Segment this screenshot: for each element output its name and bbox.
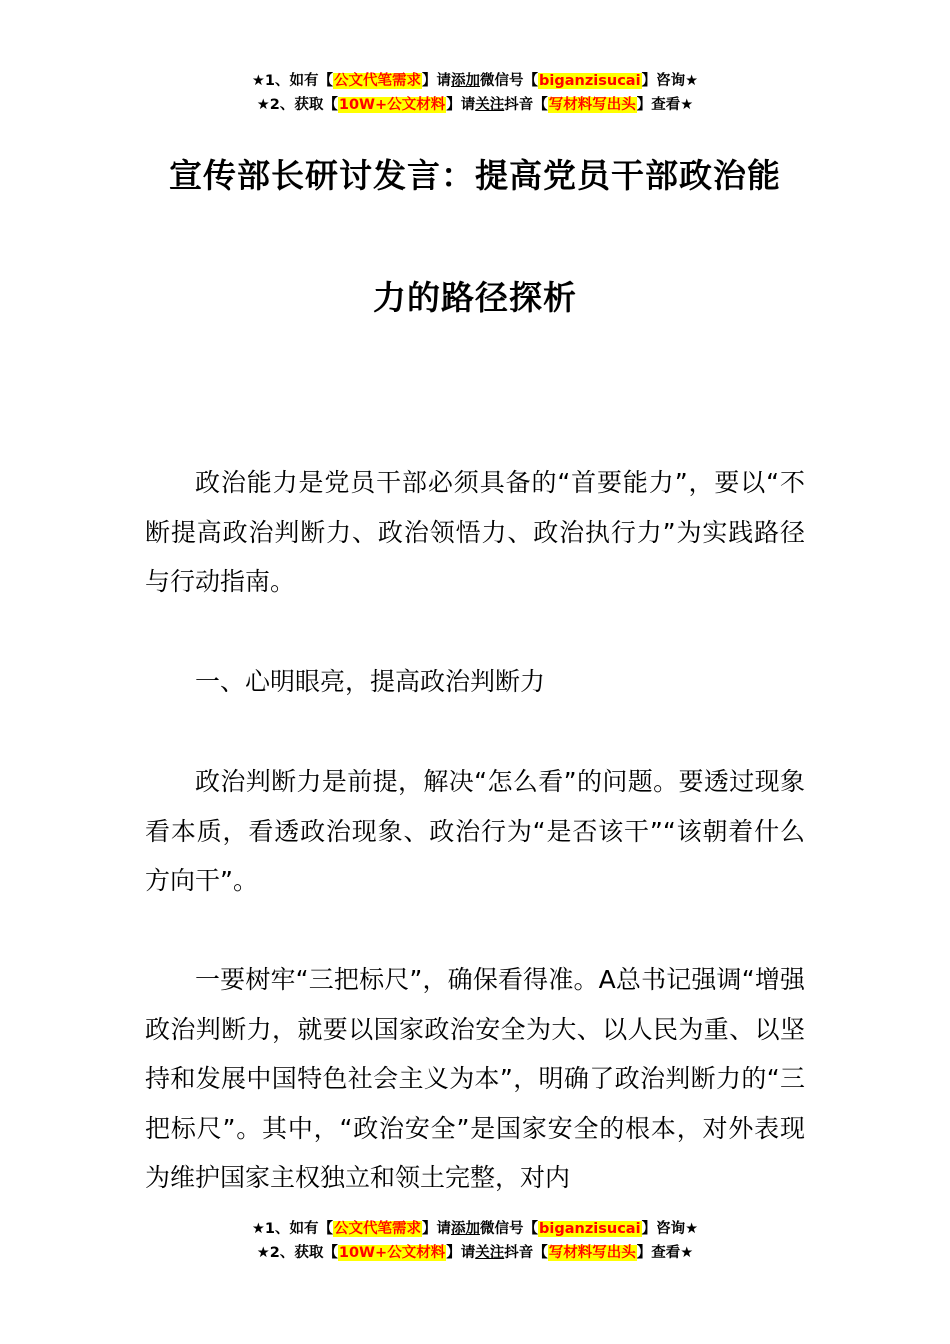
banner-highlight: biganzisucai xyxy=(539,1221,641,1237)
body-paragraph: 政治能力是党员干部必须具备的“首要能力”，要以“不断提高政治判断力、政治领悟力、政治执行力”为实践路径与行动指南。 xyxy=(145,468,805,596)
banner-highlight: 10W+公文材料 xyxy=(338,97,446,113)
body-paragraph: 一要树牢“三把标尺”，确保看得准。A总书记强调“增强政治判断力，就要以国家政治安全为大、以人民为重、以坚持和发展中国特色社会主义为本”，明确了政治判断力的“三把标尺”。其中，“政治安全”是国家安全的根本，对外表现为维护国家主权独立和领土完整，对内 xyxy=(145,965,805,1192)
banner-line-2 xyxy=(0,93,950,117)
banner-highlight: 写材料写出头 xyxy=(548,97,636,113)
banner-text: 】查看★ xyxy=(636,1245,694,1261)
banner-line-2 xyxy=(0,1241,950,1265)
banner-text: 】咨询★ xyxy=(641,1221,699,1237)
banner-emphasis: 关注 xyxy=(475,97,505,113)
banner-text: 抖音【 xyxy=(504,1245,548,1261)
banner-text: 】查看★ xyxy=(636,97,694,113)
banner-text: 】咨询★ xyxy=(641,73,699,89)
header-banner xyxy=(0,69,950,117)
banner-line-1 xyxy=(0,1217,950,1241)
document-title-line-2: 力的路径探析 xyxy=(373,278,577,317)
banner-text: 】请 xyxy=(422,73,452,89)
banner-text: 】请 xyxy=(446,1245,476,1261)
footer-banner xyxy=(0,1217,950,1265)
banner-text: 抖音【 xyxy=(504,97,548,113)
banner-text: ★2、获取【 xyxy=(256,97,338,113)
document-title-line-1: 宣传部长研讨发言：提高党员干部政治能 xyxy=(169,156,781,195)
banner-highlight: biganzisucai xyxy=(539,73,641,89)
banner-text: 】请 xyxy=(422,1221,452,1237)
banner-text: 微信号【 xyxy=(480,1221,539,1237)
banner-highlight: 写材料写出头 xyxy=(548,1245,636,1261)
banner-text: 】请 xyxy=(446,97,476,113)
banner-highlight: 公文代笔需求 xyxy=(334,73,422,89)
banner-text: ★1、如有【 xyxy=(251,73,334,89)
body-paragraph: 政治判断力是前提，解决“怎么看”的问题。要透过现象看本质，看透政治现象、政治行为“是否该干”“该朝着什么方向干”。 xyxy=(145,767,805,895)
banner-emphasis: 添加 xyxy=(451,1221,481,1237)
banner-text: ★2、获取【 xyxy=(256,1245,338,1261)
banner-text: ★1、如有【 xyxy=(251,1221,334,1237)
banner-highlight: 公文代笔需求 xyxy=(334,1221,422,1237)
banner-emphasis: 添加 xyxy=(451,73,481,89)
section-heading: 一、心明眼亮，提高政治判断力 xyxy=(195,667,546,696)
banner-line-1 xyxy=(0,69,950,93)
banner-text: 微信号【 xyxy=(480,73,539,89)
banner-emphasis: 关注 xyxy=(475,1245,505,1261)
banner-highlight: 10W+公文材料 xyxy=(338,1245,446,1261)
